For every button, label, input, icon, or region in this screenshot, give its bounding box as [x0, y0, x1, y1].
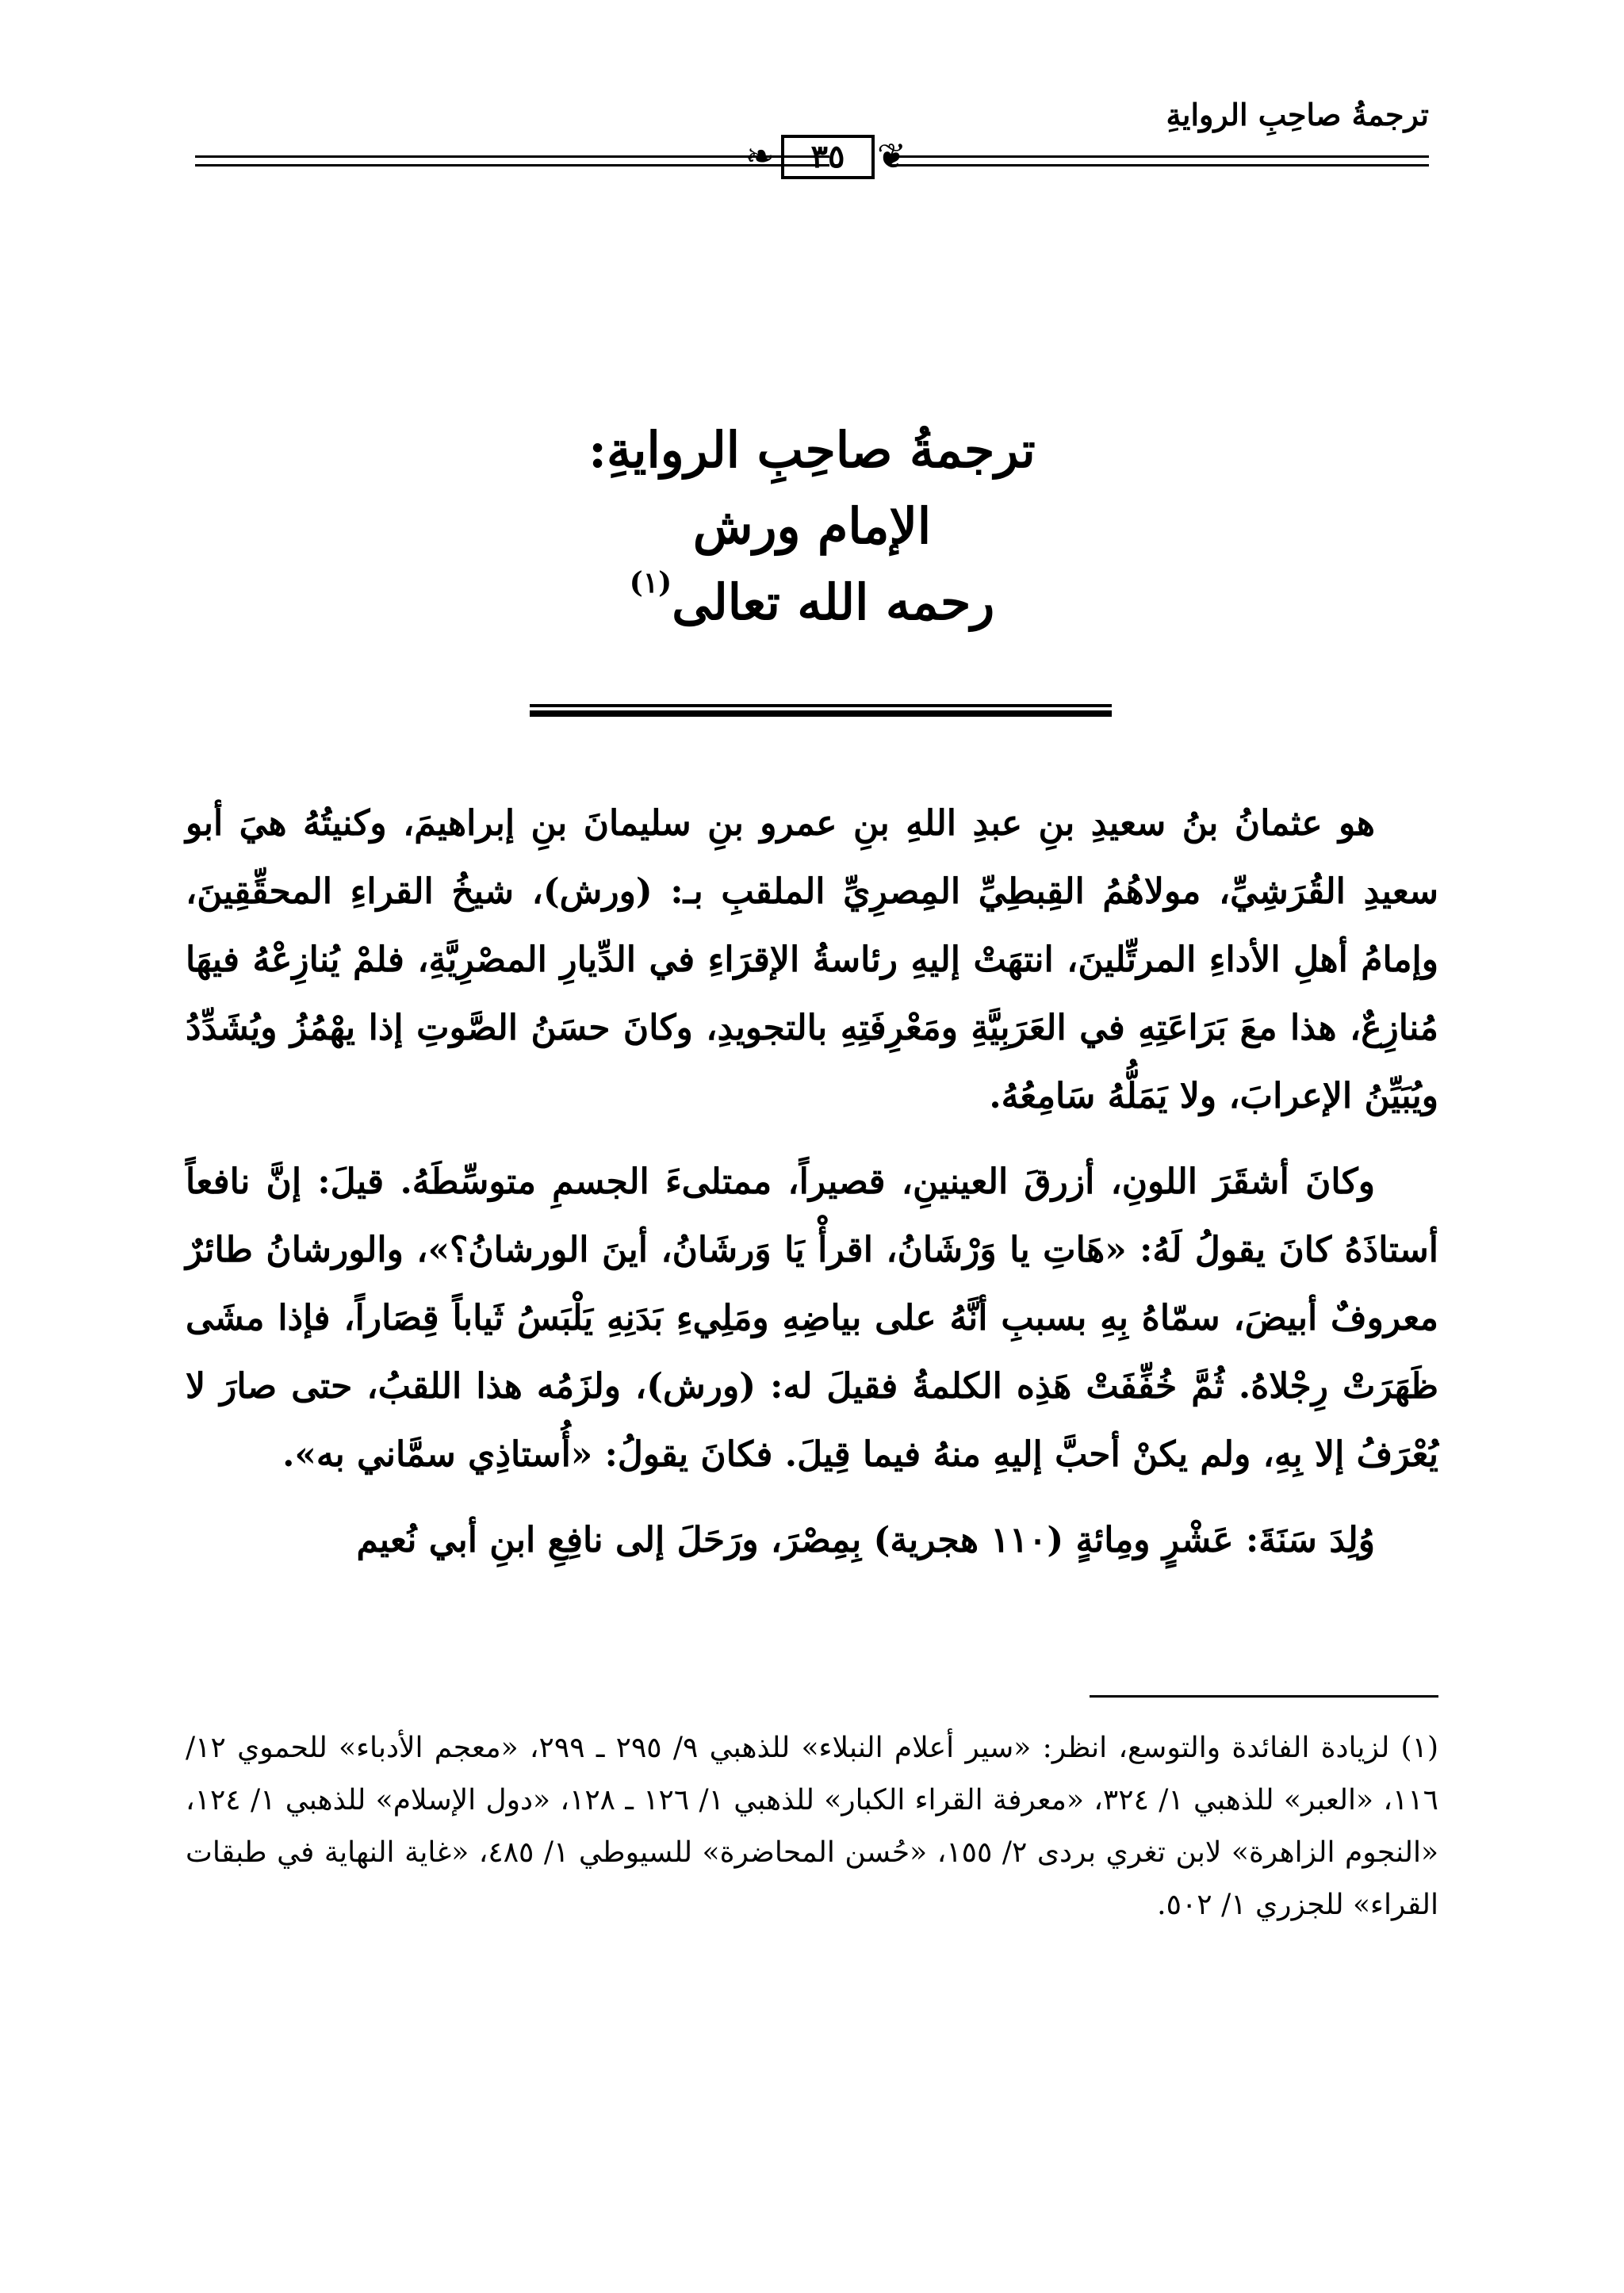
chapter-title-line-2: الإمام ورش	[692, 497, 932, 555]
footnotes	[186, 1722, 1438, 1931]
chapter-title-line-3-text: رحمه الله تعالى	[672, 573, 995, 631]
page-number: ٣٥	[781, 135, 875, 179]
header-rule-left	[195, 155, 829, 167]
chapter-title-line-3	[0, 565, 1624, 641]
ornament-icon: ❧	[745, 136, 775, 177]
footnote-separator	[1090, 1695, 1438, 1698]
paragraph-1: هو عثمانُ بنُ سعيدِ بنِ عبدِ اللهِ بنِ عمرو بنِ سليمانَ بنِ إبراهيمَ، وكنيتُهُ هيَ أبو سعيدِ القُرَشِيِّ، مولاهُمُ القِبطِيِّ المِصرِيِّ الملقبِ بـ: (ورش)، شيخُ القراءِ المحقِّقِينَ، وإمامُ أهلِ الأداءِ المرتِّلينَ، انتهَتْ إليهِ رئاسةُ الإقرَاءِ في الدِّيارِ المصْرِيَّةِ، فلمْ يُنازِعْهُ فيهَا مُنازِعٌ، هذا معَ بَرَاعَتِهِ في العَرَبِيَّةِ ومَعْرِفَتِهِ بالتجويدِ، وكانَ حسَنُ الصَّوتِ إذا يهْمُزُ ويُشَدِّدُ ويُبَيِّنُ الإعرابَ، ولا يَمَلُّهُ سَامِعُهُ.	[186, 803, 1438, 1116]
title-divider	[530, 704, 1112, 717]
body-text	[186, 790, 1438, 1592]
paragraph-2: وكانَ أشقَرَ اللونِ، أزرقَ العينينِ، قصيراً، ممتلىءَ الجسمِ متوسِّطَهُ. قيلَ: إنَّ نافعاً أستاذَهُ كانَ يقولُ لَهُ: «هَاتِ يا وَرْشَانُ، اقرأْ يَا وَرشَانُ، أينَ الورشانُ؟»، والورشانُ طائرٌ معروفٌ أبيضَ، سمّاهُ بِهِ بسببِ أنَّهُ على بياضِهِ ومَلِيءِ بَدَنِهِ يَلْبَسُ ثَياباً قِصَاراً، فإذا مشَى ظَهَرَتْ رِجْلاهُ. ثُمَّ خُفِّفَتْ هَذِه الكلمةُ فقيلَ له: (ورش)، ولزَمُه هذا اللقبُ، حتى صارَ لا يُعْرَفُ إلا بِهِ، ولم يكنْ أحبَّ إليهِ منهُ فيما قِيلَ. فكانَ يقولُ: «أُستاذِي سمَّاني به».	[186, 1162, 1438, 1475]
chapter-title-line-1: ترجمةُ صاحِبِ الروايةِ:	[588, 421, 1036, 479]
header-rule-right	[890, 155, 1429, 167]
chapter-title	[0, 412, 1624, 641]
running-header-title: ترجمةُ صاحِبِ الروايةِ	[1166, 97, 1429, 132]
footnote-reference[interactable]: (١)	[629, 566, 672, 599]
footnote-1: (١) لزيادة الفائدة والتوسع، انظر: «سير أعلام النبلاء» للذهبي ٩/ ٢٩٥ ـ ٢٩٩، «معجم الأدباء» للحموي ١٢/ ١١٦، «العبر» للذهبي ١/ ٣٢٤، «معرفة القراء الكبار» للذهبي ١/ ١٢٦ ـ ١٢٨، «دول الإسلام» للذهبي ١/ ١٢٤، «النجوم الزاهرة» لابن تغري بردى ٢/ ١٥٥، «حُسن المحاضرة» للسيوطي ١/ ٤٨٥، «غاية النهاية في طبقات القراء» للجزري ١/ ٥٠٢.	[186, 1732, 1439, 1921]
ornament-icon: ❦	[877, 136, 906, 177]
paragraph-3: وُلِدَ سَنَةَ: عَشْرٍ ومِائةٍ (١١٠ هجرية) بِمِصْرَ، ورَحَلَ إلى نافِعِ ابنِ أبي نُعيم	[356, 1520, 1375, 1560]
